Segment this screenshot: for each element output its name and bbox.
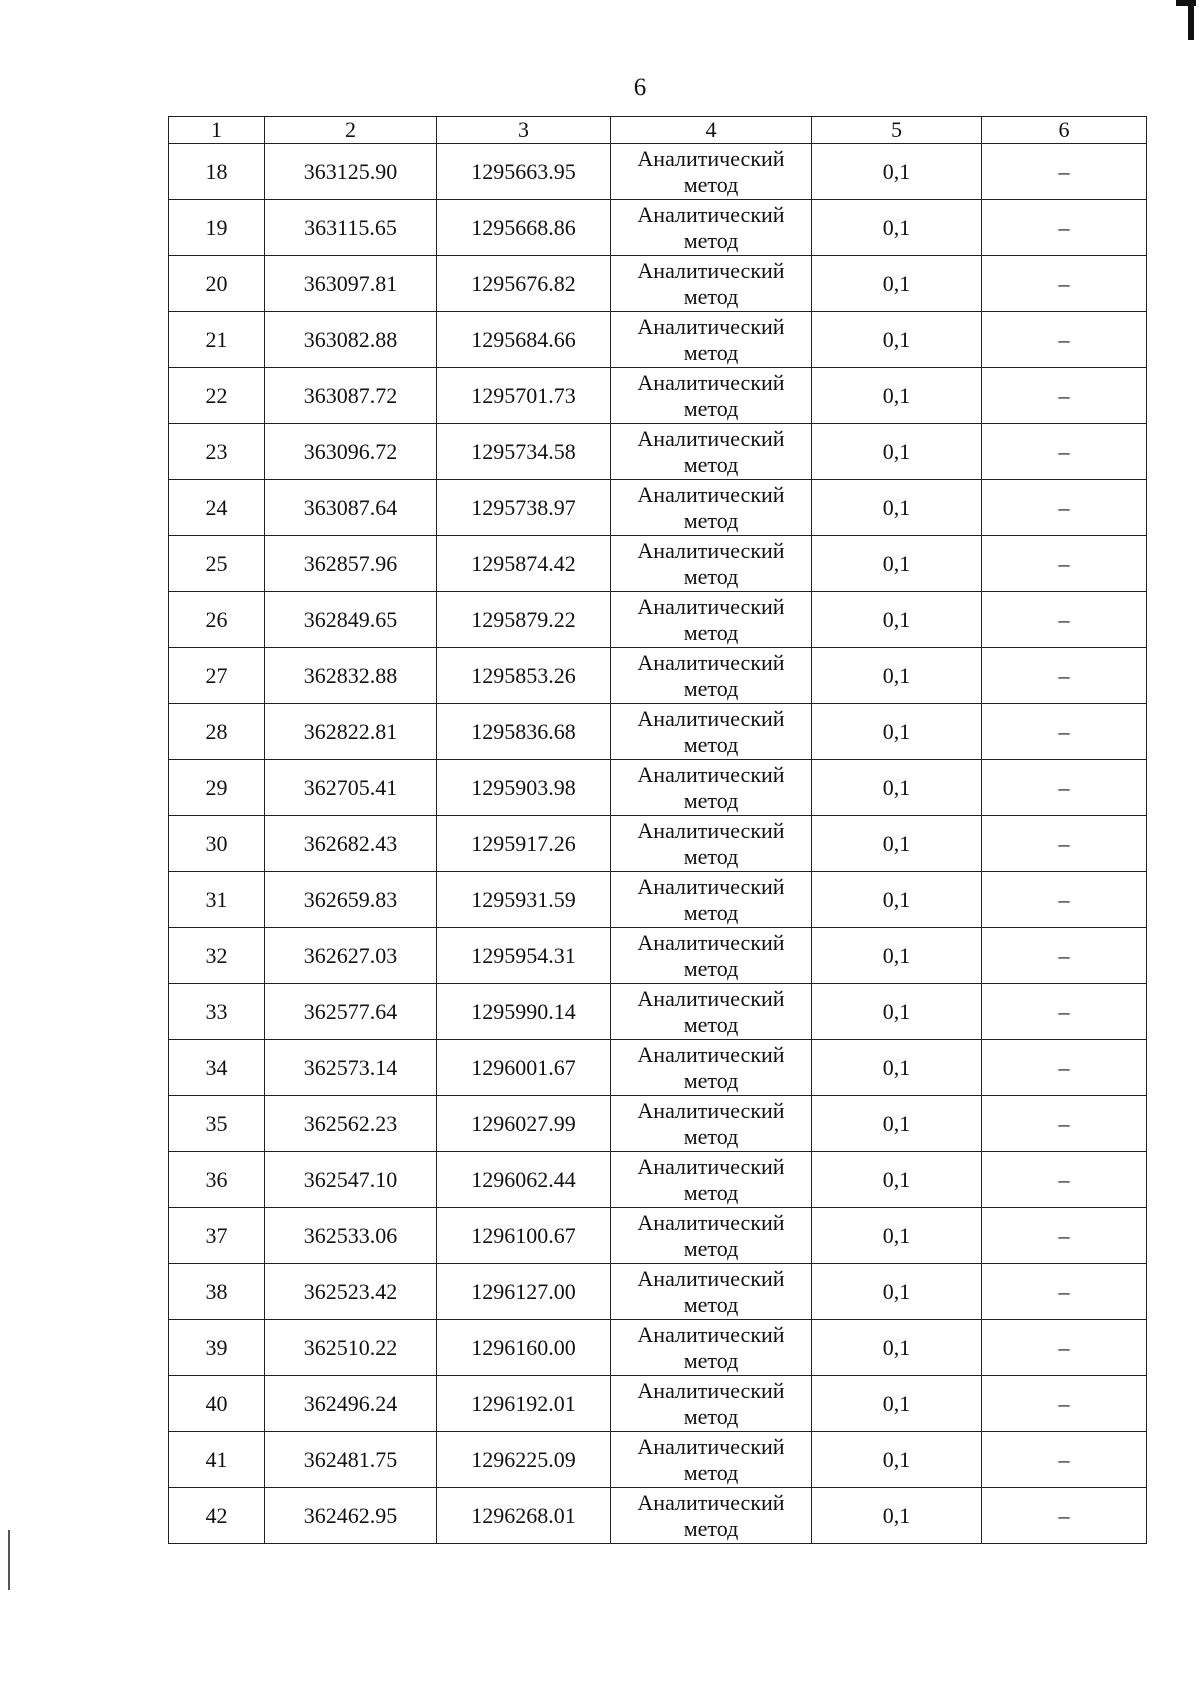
y-coordinate-cell: 1295917.26 [437, 816, 611, 872]
table-row [169, 144, 1147, 200]
note-cell: – [982, 592, 1147, 648]
point-number-cell: 31 [169, 872, 265, 928]
scan-mark-top-right-bar [1176, 0, 1196, 6]
point-number-cell: 38 [169, 1264, 265, 1320]
accuracy-cell: 0,1 [812, 424, 982, 480]
y-coordinate-cell: 1295684.66 [437, 312, 611, 368]
y-coordinate-cell: 1295668.86 [437, 200, 611, 256]
accuracy-cell: 0,1 [812, 480, 982, 536]
column-header: 5 [812, 117, 982, 144]
y-coordinate-cell: 1295931.59 [437, 872, 611, 928]
y-coordinate-cell: 1296027.99 [437, 1096, 611, 1152]
method-cell: Аналитический метод [611, 984, 812, 1040]
y-coordinate-cell: 1296100.67 [437, 1208, 611, 1264]
y-coordinate-cell: 1296225.09 [437, 1432, 611, 1488]
accuracy-cell: 0,1 [812, 1264, 982, 1320]
method-cell: Аналитический метод [611, 1264, 812, 1320]
table-row [169, 424, 1147, 480]
method-cell: Аналитический метод [611, 312, 812, 368]
y-coordinate-cell: 1295954.31 [437, 928, 611, 984]
note-cell: – [982, 312, 1147, 368]
method-cell: Аналитический метод [611, 592, 812, 648]
method-cell: Аналитический метод [611, 200, 812, 256]
table-row [169, 760, 1147, 816]
point-number-cell: 27 [169, 648, 265, 704]
point-number-cell: 28 [169, 704, 265, 760]
table-row [169, 1152, 1147, 1208]
point-number-cell: 37 [169, 1208, 265, 1264]
point-number-cell: 40 [169, 1376, 265, 1432]
table-row [169, 536, 1147, 592]
x-coordinate-cell: 362496.24 [265, 1376, 437, 1432]
column-header: 6 [982, 117, 1147, 144]
point-number-cell: 39 [169, 1320, 265, 1376]
table-row [169, 1376, 1147, 1432]
x-coordinate-cell: 362481.75 [265, 1432, 437, 1488]
x-coordinate-cell: 362462.95 [265, 1488, 437, 1544]
point-number-cell: 26 [169, 592, 265, 648]
y-coordinate-cell: 1296160.00 [437, 1320, 611, 1376]
table-row [169, 1040, 1147, 1096]
table-row [169, 1208, 1147, 1264]
method-cell: Аналитический метод [611, 928, 812, 984]
y-coordinate-cell: 1295734.58 [437, 424, 611, 480]
y-coordinate-cell: 1295836.68 [437, 704, 611, 760]
point-number-cell: 30 [169, 816, 265, 872]
accuracy-cell: 0,1 [812, 872, 982, 928]
note-cell: – [982, 256, 1147, 312]
note-cell: – [982, 480, 1147, 536]
x-coordinate-cell: 362573.14 [265, 1040, 437, 1096]
table-row [169, 480, 1147, 536]
note-cell: – [982, 144, 1147, 200]
accuracy-cell: 0,1 [812, 984, 982, 1040]
note-cell: – [982, 1264, 1147, 1320]
y-coordinate-cell: 1295676.82 [437, 256, 611, 312]
table-body [169, 144, 1147, 1544]
accuracy-cell: 0,1 [812, 928, 982, 984]
point-number-cell: 25 [169, 536, 265, 592]
table-row [169, 1096, 1147, 1152]
method-cell: Аналитический метод [611, 144, 812, 200]
y-coordinate-cell: 1295990.14 [437, 984, 611, 1040]
x-coordinate-cell: 362562.23 [265, 1096, 437, 1152]
table-row [169, 312, 1147, 368]
table-row [169, 816, 1147, 872]
x-coordinate-cell: 363096.72 [265, 424, 437, 480]
x-coordinate-cell: 363125.90 [265, 144, 437, 200]
x-coordinate-cell: 362832.88 [265, 648, 437, 704]
table-row [169, 984, 1147, 1040]
method-cell: Аналитический метод [611, 1488, 812, 1544]
accuracy-cell: 0,1 [812, 536, 982, 592]
accuracy-cell: 0,1 [812, 648, 982, 704]
table-row [169, 1264, 1147, 1320]
accuracy-cell: 0,1 [812, 256, 982, 312]
method-cell: Аналитический метод [611, 1152, 812, 1208]
note-cell: – [982, 1040, 1147, 1096]
accuracy-cell: 0,1 [812, 1040, 982, 1096]
method-cell: Аналитический метод [611, 1040, 812, 1096]
table-row [169, 1320, 1147, 1376]
accuracy-cell: 0,1 [812, 368, 982, 424]
note-cell: – [982, 1432, 1147, 1488]
method-cell: Аналитический метод [611, 1208, 812, 1264]
y-coordinate-cell: 1295663.95 [437, 144, 611, 200]
column-header: 1 [169, 117, 265, 144]
note-cell: – [982, 648, 1147, 704]
x-coordinate-cell: 362577.64 [265, 984, 437, 1040]
point-number-cell: 21 [169, 312, 265, 368]
point-number-cell: 42 [169, 1488, 265, 1544]
point-number-cell: 20 [169, 256, 265, 312]
accuracy-cell: 0,1 [812, 1320, 982, 1376]
method-cell: Аналитический метод [611, 872, 812, 928]
accuracy-cell: 0,1 [812, 1096, 982, 1152]
table-row [169, 200, 1147, 256]
method-cell: Аналитический метод [611, 1096, 812, 1152]
point-number-cell: 19 [169, 200, 265, 256]
point-number-cell: 18 [169, 144, 265, 200]
x-coordinate-cell: 362547.10 [265, 1152, 437, 1208]
x-coordinate-cell: 362849.65 [265, 592, 437, 648]
x-coordinate-cell: 363097.81 [265, 256, 437, 312]
y-coordinate-cell: 1296127.00 [437, 1264, 611, 1320]
x-coordinate-cell: 363082.88 [265, 312, 437, 368]
method-cell: Аналитический метод [611, 1432, 812, 1488]
accuracy-cell: 0,1 [812, 200, 982, 256]
method-cell: Аналитический метод [611, 1320, 812, 1376]
y-coordinate-cell: 1295853.26 [437, 648, 611, 704]
method-cell: Аналитический метод [611, 368, 812, 424]
y-coordinate-cell: 1295879.22 [437, 592, 611, 648]
point-number-cell: 34 [169, 1040, 265, 1096]
accuracy-cell: 0,1 [812, 592, 982, 648]
table-row [169, 872, 1147, 928]
method-cell: Аналитический метод [611, 256, 812, 312]
note-cell: – [982, 1376, 1147, 1432]
note-cell: – [982, 928, 1147, 984]
note-cell: – [982, 1096, 1147, 1152]
scan-mark-top-right [1188, 0, 1194, 40]
accuracy-cell: 0,1 [812, 704, 982, 760]
y-coordinate-cell: 1296062.44 [437, 1152, 611, 1208]
accuracy-cell: 0,1 [812, 1376, 982, 1432]
y-coordinate-cell: 1296192.01 [437, 1376, 611, 1432]
accuracy-cell: 0,1 [812, 760, 982, 816]
y-coordinate-cell: 1296001.67 [437, 1040, 611, 1096]
point-number-cell: 33 [169, 984, 265, 1040]
note-cell: – [982, 536, 1147, 592]
point-number-cell: 41 [169, 1432, 265, 1488]
x-coordinate-cell: 363087.64 [265, 480, 437, 536]
point-number-cell: 36 [169, 1152, 265, 1208]
x-coordinate-cell: 362659.83 [265, 872, 437, 928]
table-row [169, 1432, 1147, 1488]
table-row [169, 368, 1147, 424]
note-cell: – [982, 1488, 1147, 1544]
note-cell: – [982, 984, 1147, 1040]
page-number: 6 [633, 74, 647, 101]
note-cell: – [982, 816, 1147, 872]
method-cell: Аналитический метод [611, 648, 812, 704]
point-number-cell: 23 [169, 424, 265, 480]
method-cell: Аналитический метод [611, 760, 812, 816]
x-coordinate-cell: 362705.41 [265, 760, 437, 816]
table-row [169, 704, 1147, 760]
x-coordinate-cell: 363115.65 [265, 200, 437, 256]
accuracy-cell: 0,1 [812, 1432, 982, 1488]
x-coordinate-cell: 362523.42 [265, 1264, 437, 1320]
x-coordinate-cell: 362822.81 [265, 704, 437, 760]
y-coordinate-cell: 1295874.42 [437, 536, 611, 592]
note-cell: – [982, 1320, 1147, 1376]
method-cell: Аналитический метод [611, 424, 812, 480]
method-cell: Аналитический метод [611, 480, 812, 536]
point-number-cell: 29 [169, 760, 265, 816]
accuracy-cell: 0,1 [812, 144, 982, 200]
note-cell: – [982, 200, 1147, 256]
column-header: 2 [265, 117, 437, 144]
note-cell: – [982, 424, 1147, 480]
table-row [169, 648, 1147, 704]
scan-mark-bottom-left [8, 1530, 10, 1590]
x-coordinate-cell: 362510.22 [265, 1320, 437, 1376]
table-row [169, 256, 1147, 312]
note-cell: – [982, 704, 1147, 760]
accuracy-cell: 0,1 [812, 816, 982, 872]
accuracy-cell: 0,1 [812, 1208, 982, 1264]
column-header: 4 [611, 117, 812, 144]
method-cell: Аналитический метод [611, 816, 812, 872]
x-coordinate-cell: 363087.72 [265, 368, 437, 424]
method-cell: Аналитический метод [611, 704, 812, 760]
coordinates-table [168, 116, 1147, 1544]
x-coordinate-cell: 362857.96 [265, 536, 437, 592]
point-number-cell: 35 [169, 1096, 265, 1152]
y-coordinate-cell: 1295701.73 [437, 368, 611, 424]
y-coordinate-cell: 1295903.98 [437, 760, 611, 816]
table-header-row [169, 117, 1147, 144]
y-coordinate-cell: 1295738.97 [437, 480, 611, 536]
note-cell: – [982, 760, 1147, 816]
point-number-cell: 24 [169, 480, 265, 536]
note-cell: – [982, 368, 1147, 424]
table-row [169, 1488, 1147, 1544]
point-number-cell: 32 [169, 928, 265, 984]
x-coordinate-cell: 362682.43 [265, 816, 437, 872]
table-row [169, 928, 1147, 984]
accuracy-cell: 0,1 [812, 1488, 982, 1544]
column-header: 3 [437, 117, 611, 144]
accuracy-cell: 0,1 [812, 1152, 982, 1208]
method-cell: Аналитический метод [611, 1376, 812, 1432]
note-cell: – [982, 872, 1147, 928]
accuracy-cell: 0,1 [812, 312, 982, 368]
point-number-cell: 22 [169, 368, 265, 424]
x-coordinate-cell: 362627.03 [265, 928, 437, 984]
y-coordinate-cell: 1296268.01 [437, 1488, 611, 1544]
note-cell: – [982, 1152, 1147, 1208]
method-cell: Аналитический метод [611, 536, 812, 592]
note-cell: – [982, 1208, 1147, 1264]
table-row [169, 592, 1147, 648]
x-coordinate-cell: 362533.06 [265, 1208, 437, 1264]
